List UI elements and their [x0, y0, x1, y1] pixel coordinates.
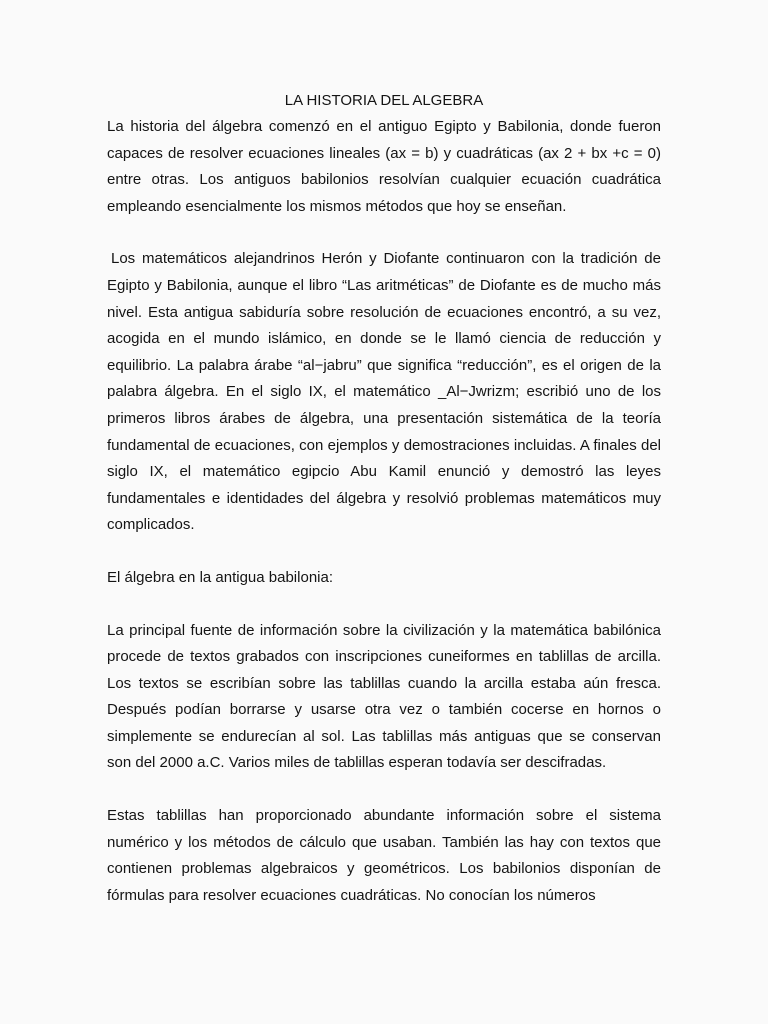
paragraph-alexandrian: Los matemáticos alejandrinos Herón y Diofante continuaron con la tradición de Egipto y Babilonia, aunque el libro “Las aritméticas” de Diofante es de mucho más nivel. Esta antigua sabiduría sobre resolución de ecuaciones encontró, a su vez, acogida en el mundo islámico, en donde se le llamó ciencia de reducción y equilibrio. La palabra árabe “al−jabru” que significa “reducción”, es el origen de la palabra álgebra. En el siglo IX, el matemático _Al−Jwrizm; escribió uno de los primeros libros árabes de álgebra, una presentación sistemática de la teoría fundamental de ecuaciones, con ejemplos y demostraciones incluidas. A finales del siglo IX, el matemático egipcio Abu Kamil enunció y demostró las leyes fundamentales e identidades del álgebra y resolvió problemas matemáticos muy complicados.: [107, 250, 661, 534]
paragraph-spacer: [107, 539, 661, 565]
paragraph-intro: La historia del álgebra comenzó en el antiguo Egipto y Babilonia, donde fueron capaces de resolver ecuaciones lineales (ax = b) y cuadráticas (ax 2 + bx +c = 0) entre otras. Los antiguos babilonios resolvían cualquier ecuación cuadrática empleando esencialmente los mismos métodos que hoy se enseñan.: [107, 118, 661, 215]
section-heading: El álgebra en la antigua babilonia:: [107, 568, 334, 586]
paragraph-spacer: [107, 777, 661, 803]
document-title: LA HISTORIA DEL ALGEBRA: [284, 92, 484, 109]
paragraph-tablets-content: Estas tablillas han proporcionado abundante información sobre el sistema numérico y los métodos de cálculo que usaban. También las hay con textos que contienen problemas algebraicos y geométricos. Los babilonios disponían de fórmulas para resolver ecuaciones cuadráticas. No conocían los números: [107, 807, 661, 904]
paragraph-spacer: [107, 220, 661, 246]
document-body: [107, 88, 661, 909]
paragraph-tablets-source: La principal fuente de información sobre la civilización y la matemática babilónica procede de textos grabados con inscripciones cuneiformes en tablillas de arcilla. Los textos se escribían sobre las tablillas cuando la arcilla estaba aún fresca. Después podían borrarse y usarse otra vez o también cocerse en hornos o simplemente se endurecían al sol. Las tablillas más antiguas que se conservan son del 2000 a.C. Varios miles de tablillas esperan todavía ser descifradas.: [107, 621, 661, 772]
paragraph-spacer: [107, 592, 661, 618]
